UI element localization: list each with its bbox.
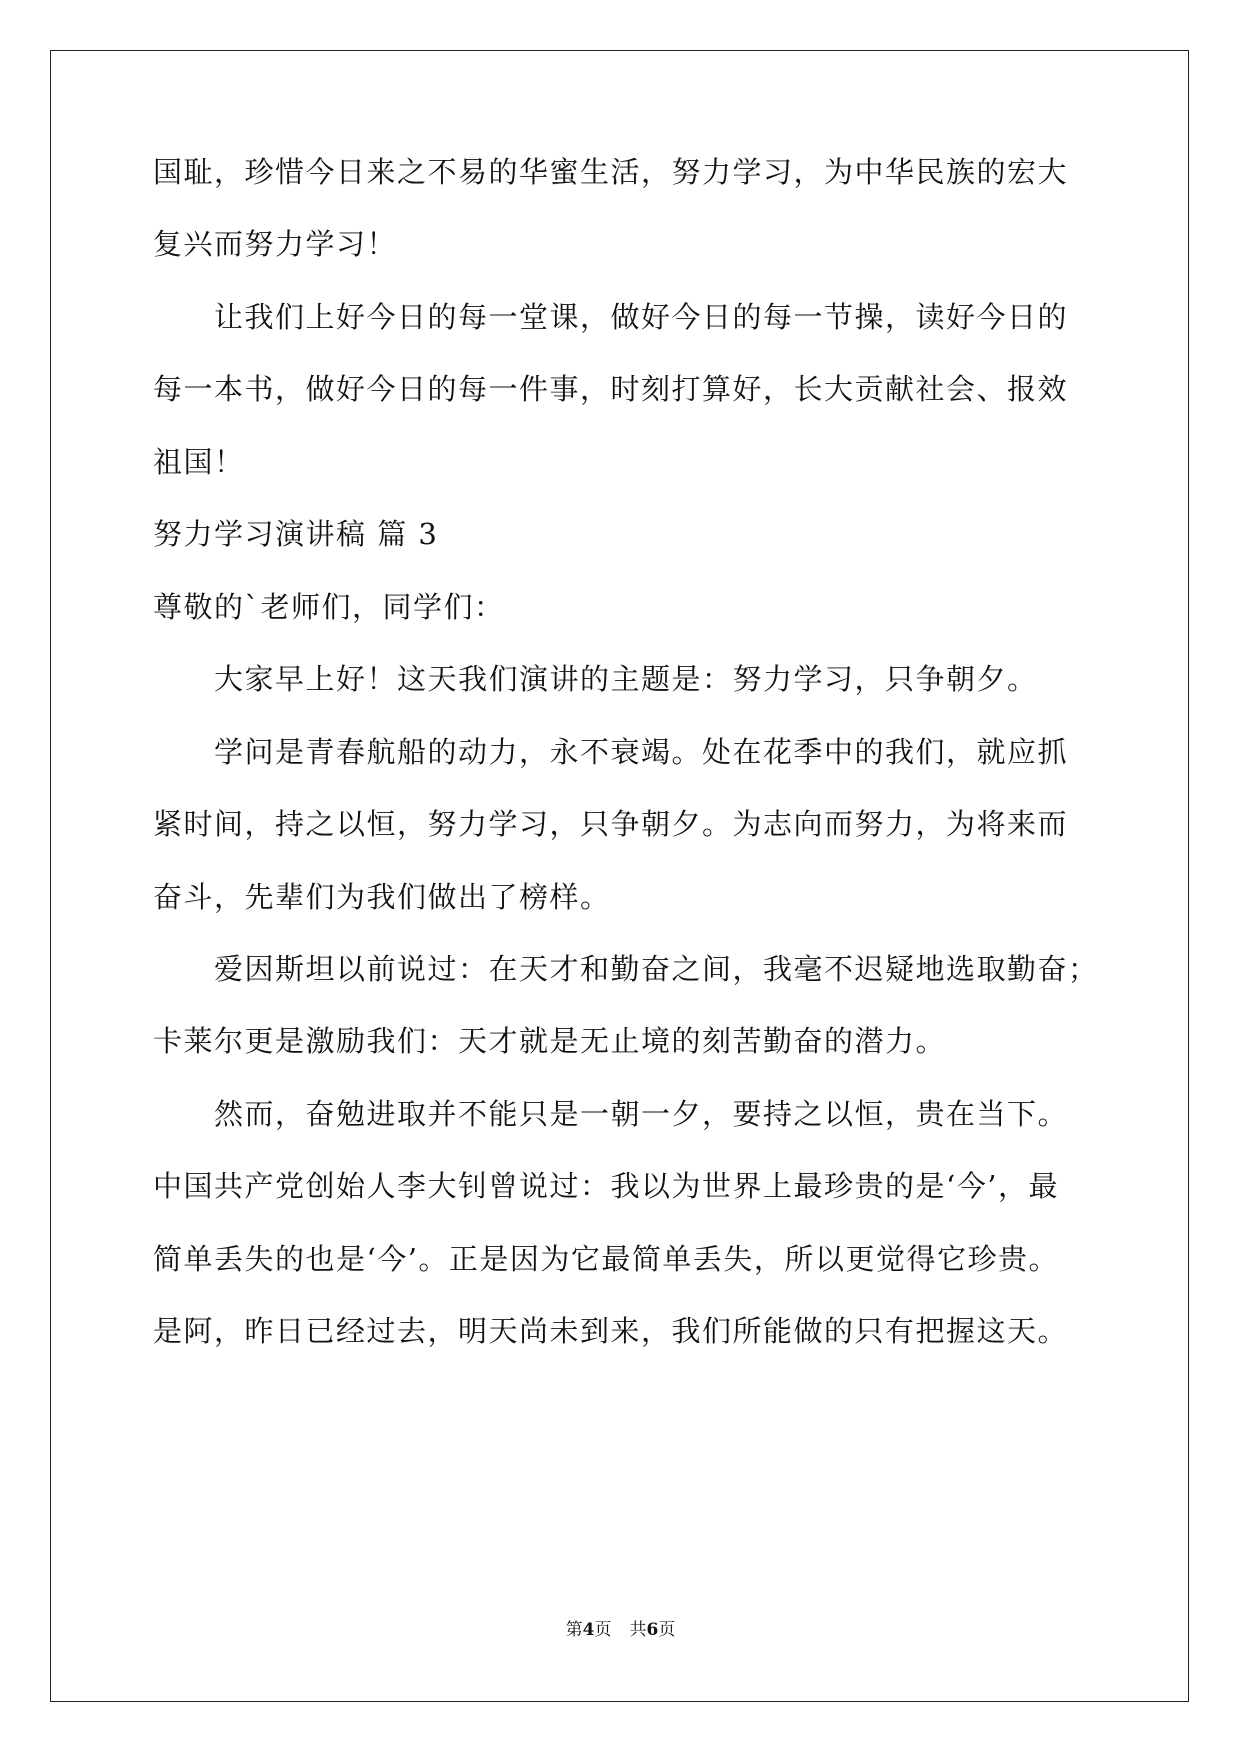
text-line: 奋斗，先辈们为我们做出了榜样。: [153, 880, 611, 914]
text-line: 中国共产党创始人李大钊曾说过：我以为世界上最珍贵的是‘今’，最: [153, 1169, 1059, 1203]
text-line: 爱因斯坦以前说过：在天才和勤奋之间，我毫不迟疑地选取勤奋；: [214, 952, 1099, 986]
footer-page-word: 页: [594, 1620, 612, 1640]
footer-total-prefix: 共: [629, 1620, 647, 1640]
text-line: 紧时间，持之以恒，努力学习，只争朝夕。为志向而努力，为将来而: [153, 807, 1069, 841]
text-line: 祖国！: [153, 445, 245, 479]
text-line: 国耻，珍惜今日来之不易的华蜜生活，努力学习，为中华民族的宏大: [153, 155, 1069, 189]
text-line: 让我们上好今日的每一堂课，做好今日的每一节操，读好今日的: [214, 300, 1069, 334]
text-line: 大家早上好！这天我们演讲的主题是：努力学习，只争朝夕。: [214, 662, 1038, 696]
text-line: 复兴而努力学习！: [153, 227, 398, 261]
footer-total-suffix: 页: [658, 1620, 676, 1640]
current-page-number: 4: [582, 1620, 595, 1640]
text-line: 学问是青春航船的动力，永不衰竭。处在花季中的我们，就应抓: [214, 735, 1069, 769]
footer-prefix: 第: [565, 1620, 583, 1640]
total-pages-number: 6: [646, 1620, 659, 1640]
page-footer: [0, 1618, 1241, 1642]
salutation: 尊敬的`老师们，同学们：: [153, 590, 505, 624]
text-line: 简单丢失的也是‘今’。正是因为它最简单丢失，所以更觉得它珍贵。: [153, 1242, 1059, 1276]
text-line: 然而，奋勉进取并不能只是一朝一夕，要持之以恒，贵在当下。: [214, 1097, 1069, 1131]
text-line: 每一本书，做好今日的每一件事，时刻打算好，长大贡献社会、报效: [153, 372, 1069, 406]
text-line: 卡莱尔更是激励我们：天才就是无止境的刻苦勤奋的潜力。: [153, 1024, 947, 1058]
section-heading: 努力学习演讲稿 篇 3: [153, 517, 439, 551]
text-line: 是阿，昨日已经过去，明天尚未到来，我们所能做的只有把握这天。: [153, 1314, 1069, 1348]
